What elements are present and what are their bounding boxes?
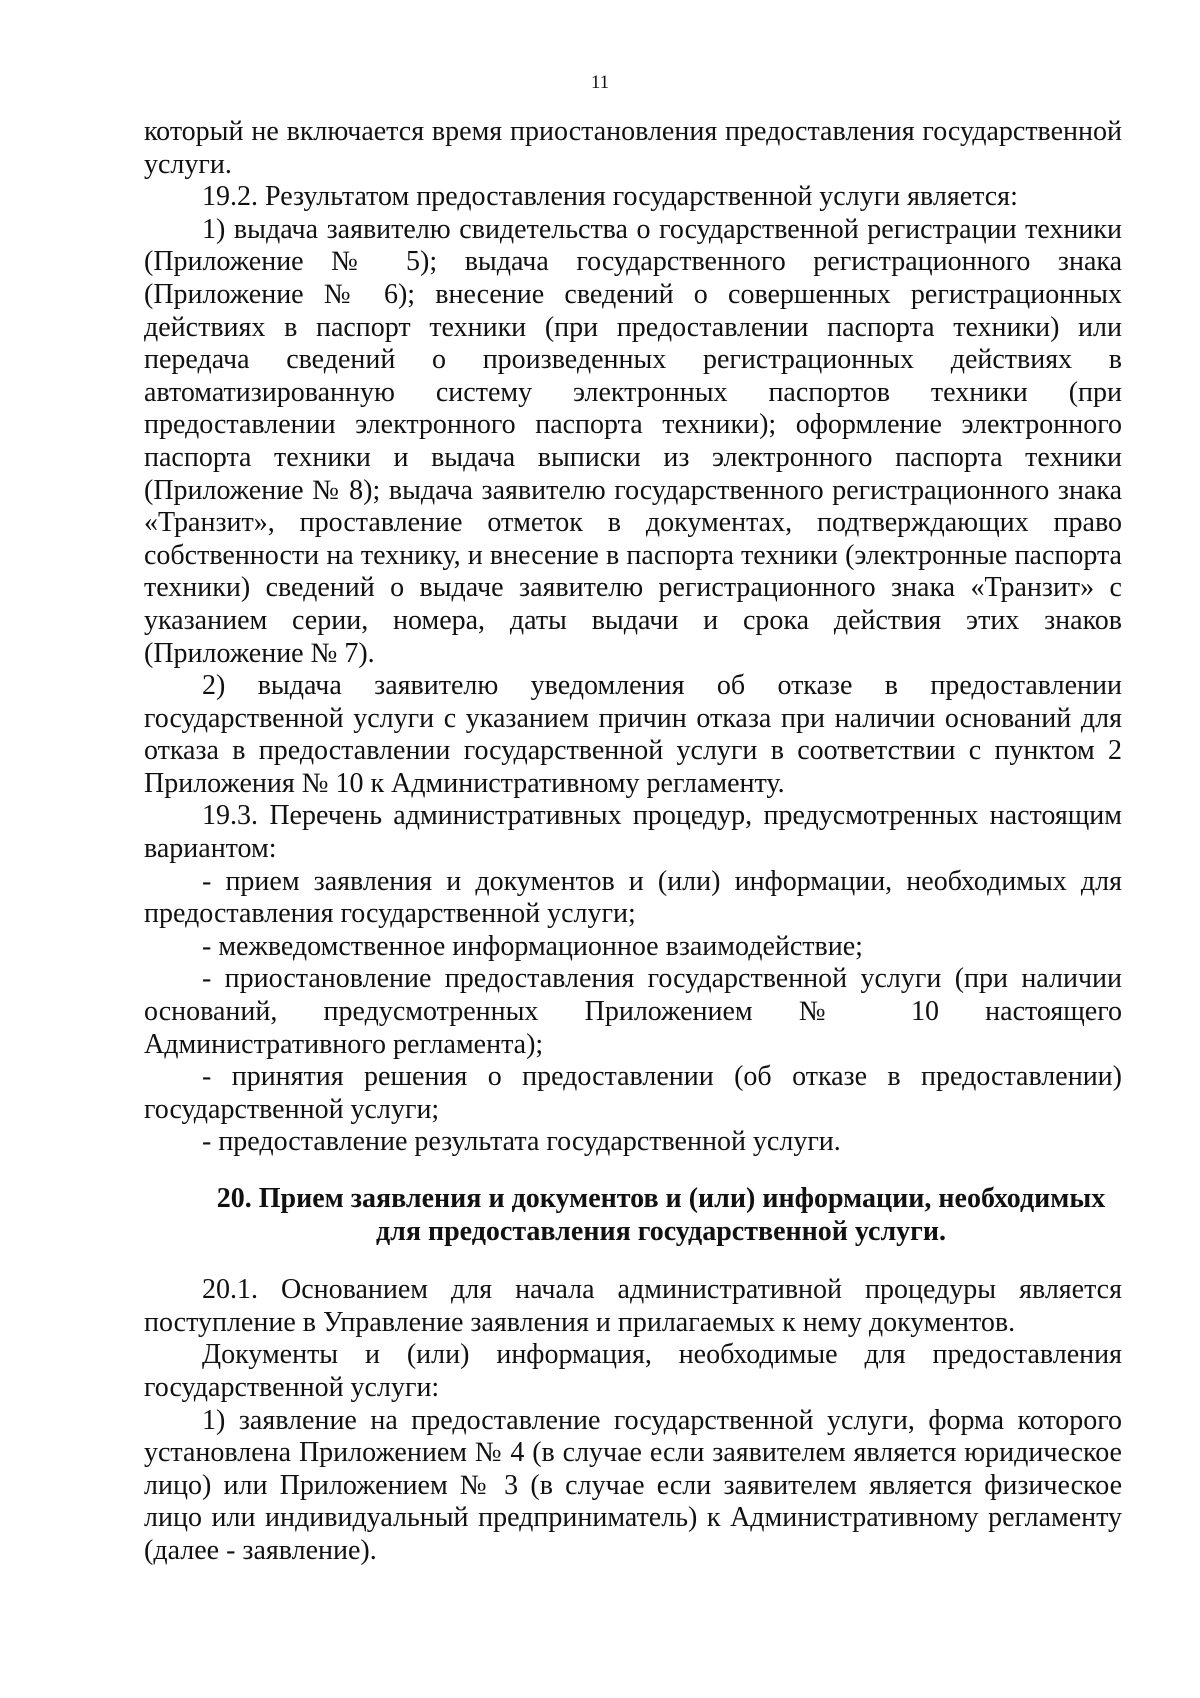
paragraph-continuation: который не включается время приостановления предоставления государственной услуги. (144, 116, 1122, 180)
procedure-list-item: - предоставление результата государственной услуги. (202, 1126, 841, 1158)
procedure-list-item: - межведомственное информационное взаимодействие; (202, 930, 863, 962)
paragraph-20-1: 20.1. Основанием для начала административной процедуры является поступление в Управление заявления и прилагаемых к нему документов. (144, 1274, 1122, 1338)
page-number: 11 (590, 72, 610, 93)
paragraph-documents-item-1: 1) заявление на предоставление государственной услуги, форма которого установлена Приложением № 4 (в случае если заявителем является юридическое лицо) или Приложением № 3 (в случае если заявителем является физическое лицо или индивидуальный предприниматель) к Административному регламенту (далее - заявление). (144, 1404, 1122, 1566)
procedure-list-item: - прием заявления и документов и (или) информации, необходимых для предоставления государственной услуги; (144, 865, 1122, 930)
paragraph-result-item-1: 1) выдача заявителю свидетельства о государственной регистрации техники (Приложение № 5); выдача государственного регистрационного знака (Приложение № 6); внесение сведений о совершенных регистрационных действиях в паспорт техники (при предоставлении паспорта техники) или передача сведений о произведенных регистрационных действиях в автоматизированную систему электронных паспортов техники (при предоставлении электронного паспорта техники); оформление электронного паспорта техники и выдача выписки из электронного паспорта техники (Приложение № 8); выдача заявителю государственного регистрационного знака «Транзит», проставление отметок в документах, подтверждающих право собственности на технику, и внесение в паспорта техники (электронные паспорта техники) сведений о выдаче заявителю регистрационного знака «Транзит» с указанием серии, номера, даты выдачи и срока действия этих знаков (Приложение № 7). (144, 213, 1122, 669)
paragraph-result-item-2: 2) выдача заявителю уведомления об отказе в предоставлении государственной услуги с указанием причин отказа при наличии оснований для отказа в предоставлении государственной услуги в соответствии с пунктом 2 Приложения № 10 к Административному регламенту. (144, 670, 1122, 799)
paragraph-19-3: 19.3. Перечень административных процедур, предусмотренных настоящим вариантом: (144, 800, 1122, 865)
document-body (144, 116, 1122, 1568)
procedure-list-item: - принятия решения о предоставлении (об отказе в предоставлении) государственной услуги; (144, 1061, 1122, 1125)
section-heading-20: 20. Прием заявления и документов и (или) информации, необходимых для предоставления государственной услуги. (216, 1183, 1106, 1247)
procedure-list-item: - приостановление предоставления государственной услуги (при наличии оснований, предусмотренных Приложением № 10 настоящего Административного регламента); (144, 963, 1122, 1060)
paragraph-19-2: 19.2. Результатом предоставления государственной услуги является: (202, 181, 1018, 213)
paragraph-documents-intro: Документы и (или) информация, необходимые для предоставления государственной услуги: (144, 1339, 1122, 1403)
